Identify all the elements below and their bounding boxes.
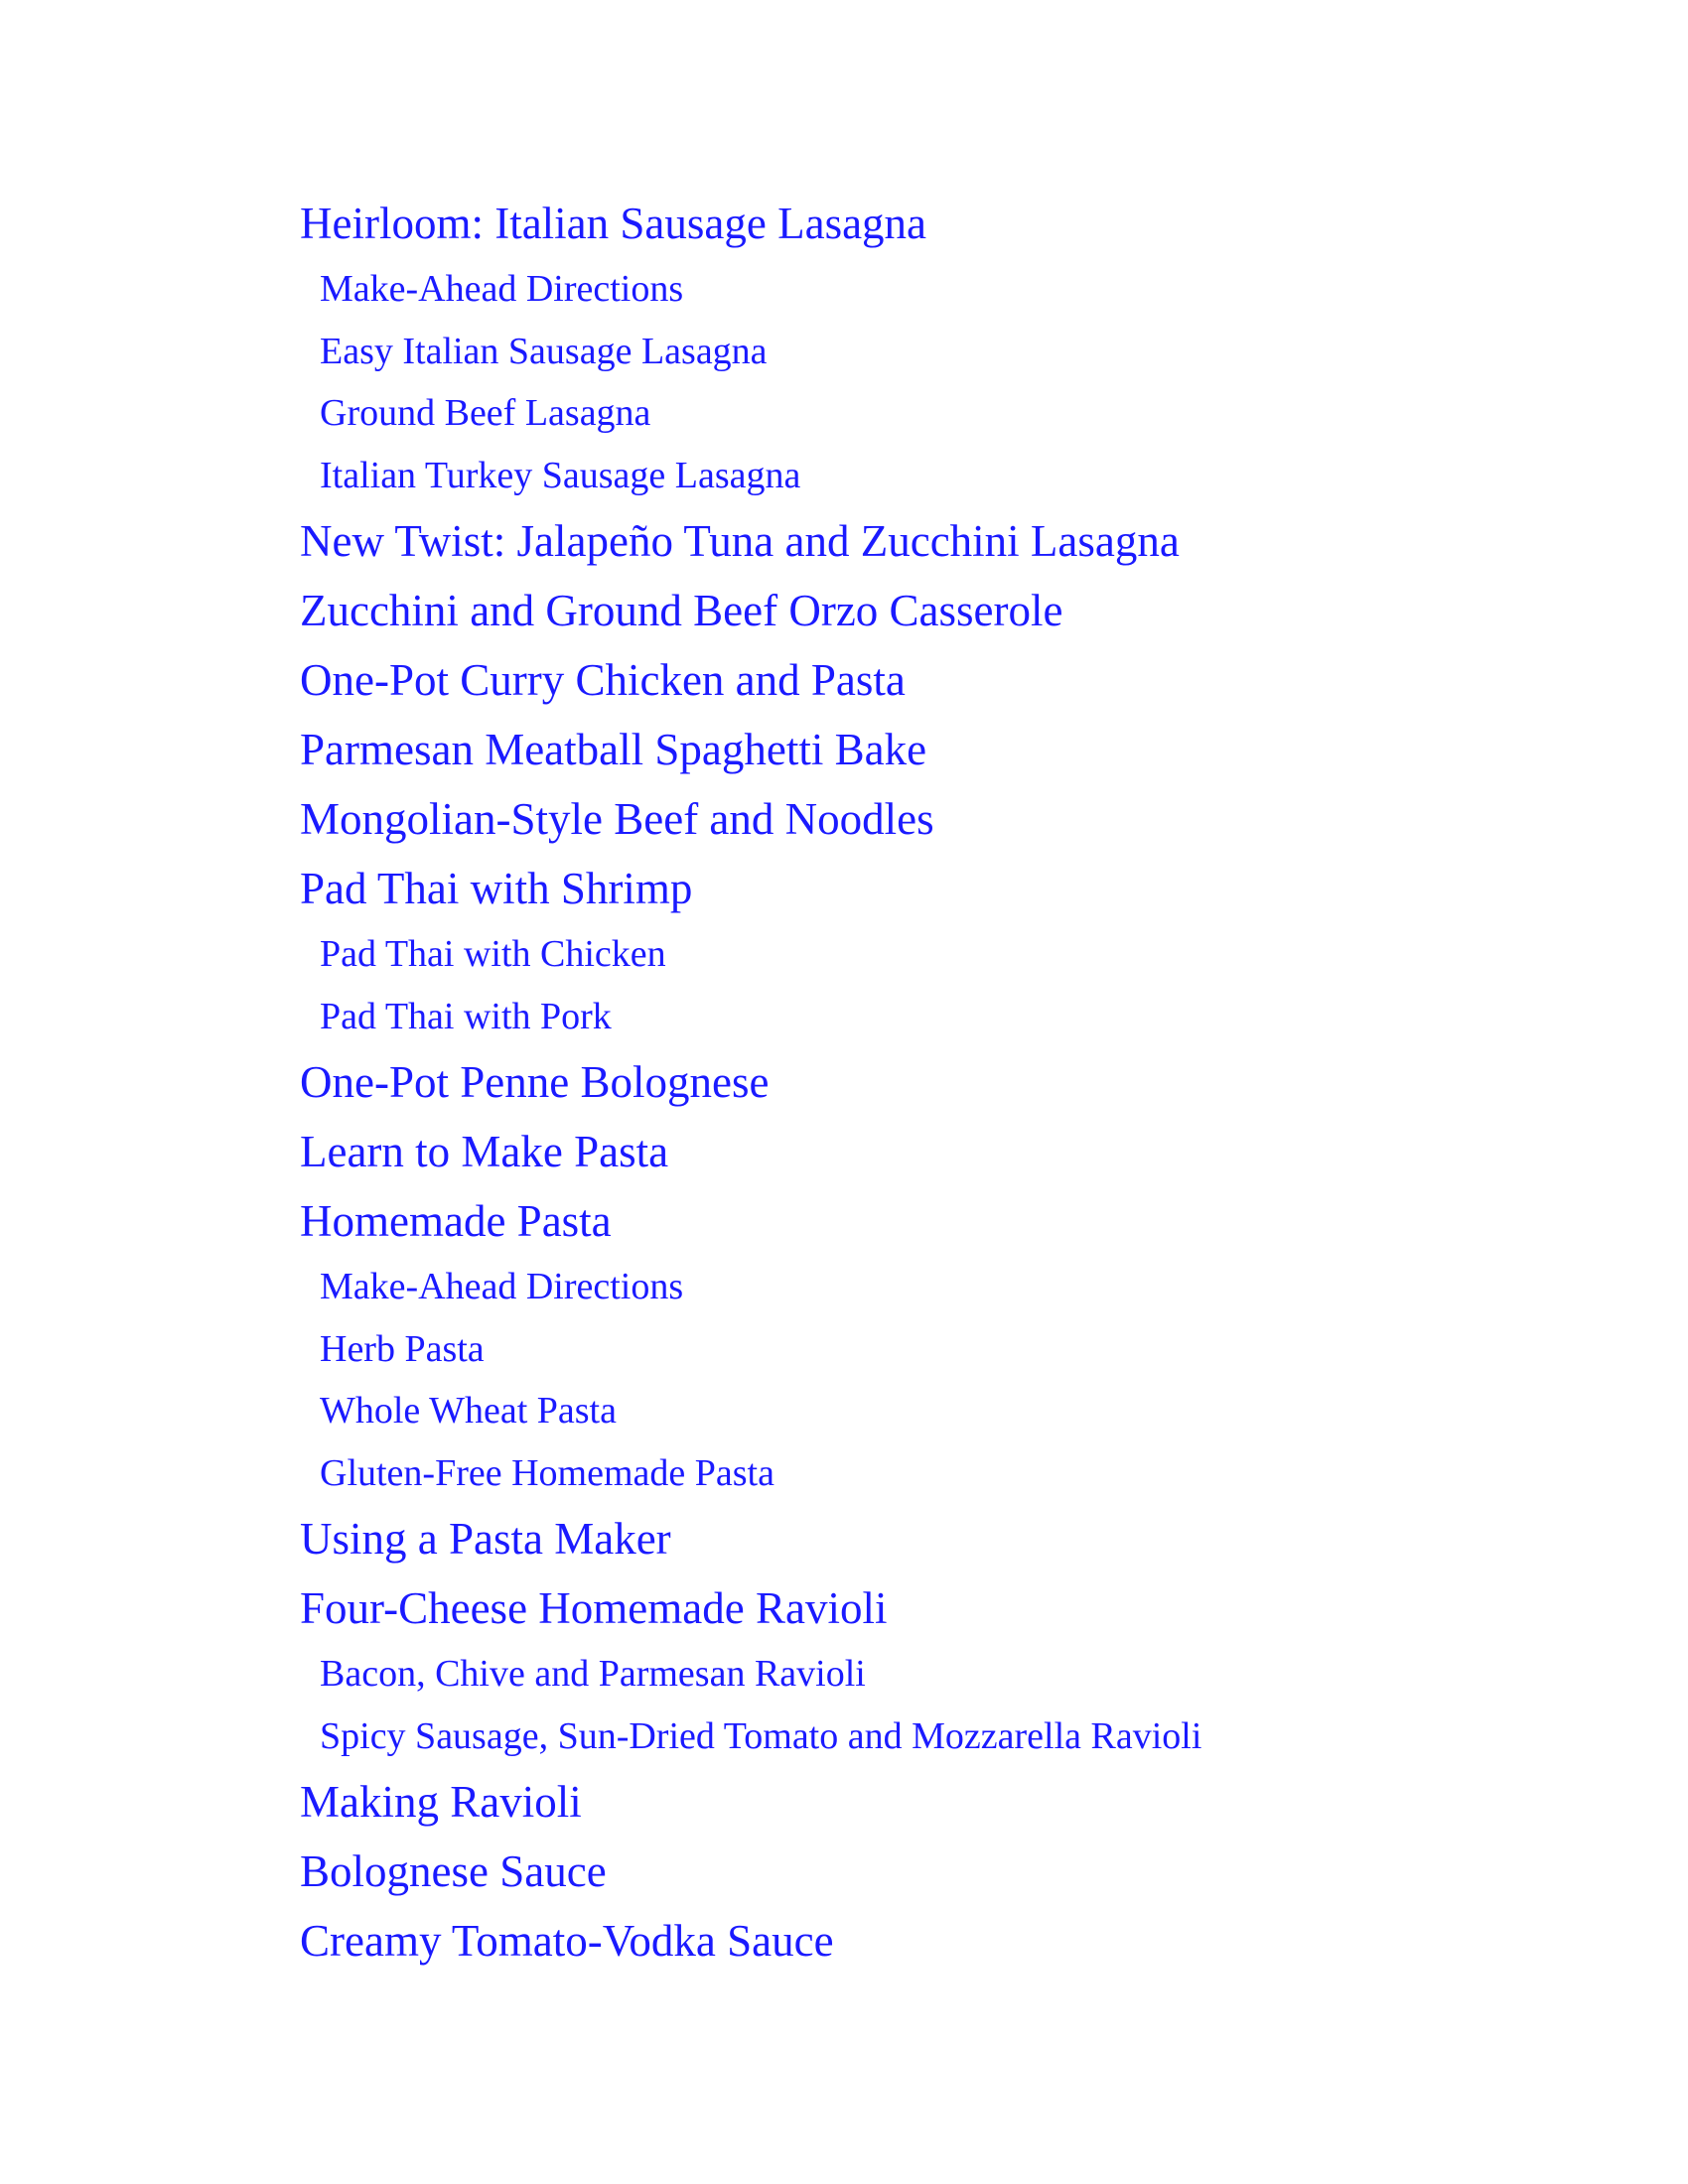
toc-link[interactable]: Making Ravioli — [300, 1777, 582, 1827]
toc-link[interactable]: Gluten-Free Homemade Pasta — [320, 1451, 774, 1494]
toc-subitem — [300, 258, 1201, 321]
toc-link[interactable]: Learn to Make Pasta — [300, 1127, 669, 1176]
toc-link[interactable]: Parmesan Meatball Spaghetti Bake — [300, 725, 927, 774]
toc-item — [300, 1837, 1201, 1906]
toc-link[interactable]: Herb Pasta — [320, 1327, 485, 1370]
toc-item — [300, 1047, 1201, 1117]
toc-item — [300, 1504, 1201, 1573]
toc-subitem — [300, 1380, 1201, 1442]
toc-item — [300, 189, 1201, 258]
toc-link[interactable]: Spicy Sausage, Sun-Dried Tomato and Mozzarella Ravioli — [320, 1714, 1202, 1757]
table-of-contents — [300, 189, 1201, 1976]
toc-subitem — [300, 986, 1201, 1048]
toc-link[interactable]: Creamy Tomato-Vodka Sauce — [300, 1916, 834, 1966]
toc-subitem — [300, 1318, 1201, 1381]
toc-link[interactable]: Easy Italian Sausage Lasagna — [320, 330, 768, 372]
toc-link[interactable]: Homemade Pasta — [300, 1196, 612, 1246]
toc-subitem — [300, 1643, 1201, 1706]
toc-link[interactable]: Bacon, Chive and Parmesan Ravioli — [320, 1653, 866, 1695]
toc-link[interactable]: New Twist: Jalapeño Tuna and Zucchini Lasagna — [300, 516, 1180, 566]
toc-item — [300, 645, 1201, 715]
toc-subitem — [300, 382, 1201, 445]
toc-link[interactable]: Four-Cheese Homemade Ravioli — [300, 1583, 888, 1633]
toc-link[interactable]: One-Pot Curry Chicken and Pasta — [300, 655, 906, 705]
toc-link[interactable]: Pad Thai with Shrimp — [300, 864, 693, 913]
toc-link[interactable]: One-Pot Penne Bolognese — [300, 1057, 770, 1107]
toc-item — [300, 1573, 1201, 1643]
toc-item — [300, 1906, 1201, 1976]
toc-link[interactable]: Zucchini and Ground Beef Orzo Casserole — [300, 586, 1063, 635]
toc-item — [300, 1186, 1201, 1256]
toc-link[interactable]: Heirloom: Italian Sausage Lasagna — [300, 199, 927, 248]
toc-item — [300, 715, 1201, 784]
toc-link[interactable]: Make-Ahead Directions — [320, 1266, 684, 1307]
toc-subitem — [300, 1442, 1201, 1505]
toc-item — [300, 576, 1201, 645]
toc-item — [300, 1767, 1201, 1837]
toc-link[interactable]: Mongolian-Style Beef and Noodles — [300, 794, 934, 844]
toc-subitem — [300, 445, 1201, 507]
toc-item — [300, 506, 1201, 576]
toc-item — [300, 784, 1201, 854]
toc-link[interactable]: Ground Beef Lasagna — [320, 392, 651, 434]
toc-link[interactable]: Pad Thai with Chicken — [320, 933, 666, 975]
toc-link[interactable]: Using a Pasta Maker — [300, 1514, 671, 1564]
toc-subitem — [300, 1256, 1201, 1318]
toc-item — [300, 1117, 1201, 1186]
toc-subitem — [300, 923, 1201, 986]
toc-item — [300, 854, 1201, 923]
toc-link[interactable]: Make-Ahead Directions — [320, 268, 684, 310]
toc-link[interactable]: Whole Wheat Pasta — [320, 1390, 617, 1432]
toc-link[interactable]: Pad Thai with Pork — [320, 995, 612, 1037]
toc-subitem — [300, 321, 1201, 383]
toc-link[interactable]: Bolognese Sauce — [300, 1846, 607, 1896]
toc-link[interactable]: Italian Turkey Sausage Lasagna — [320, 454, 801, 496]
toc-subitem — [300, 1706, 1201, 1768]
